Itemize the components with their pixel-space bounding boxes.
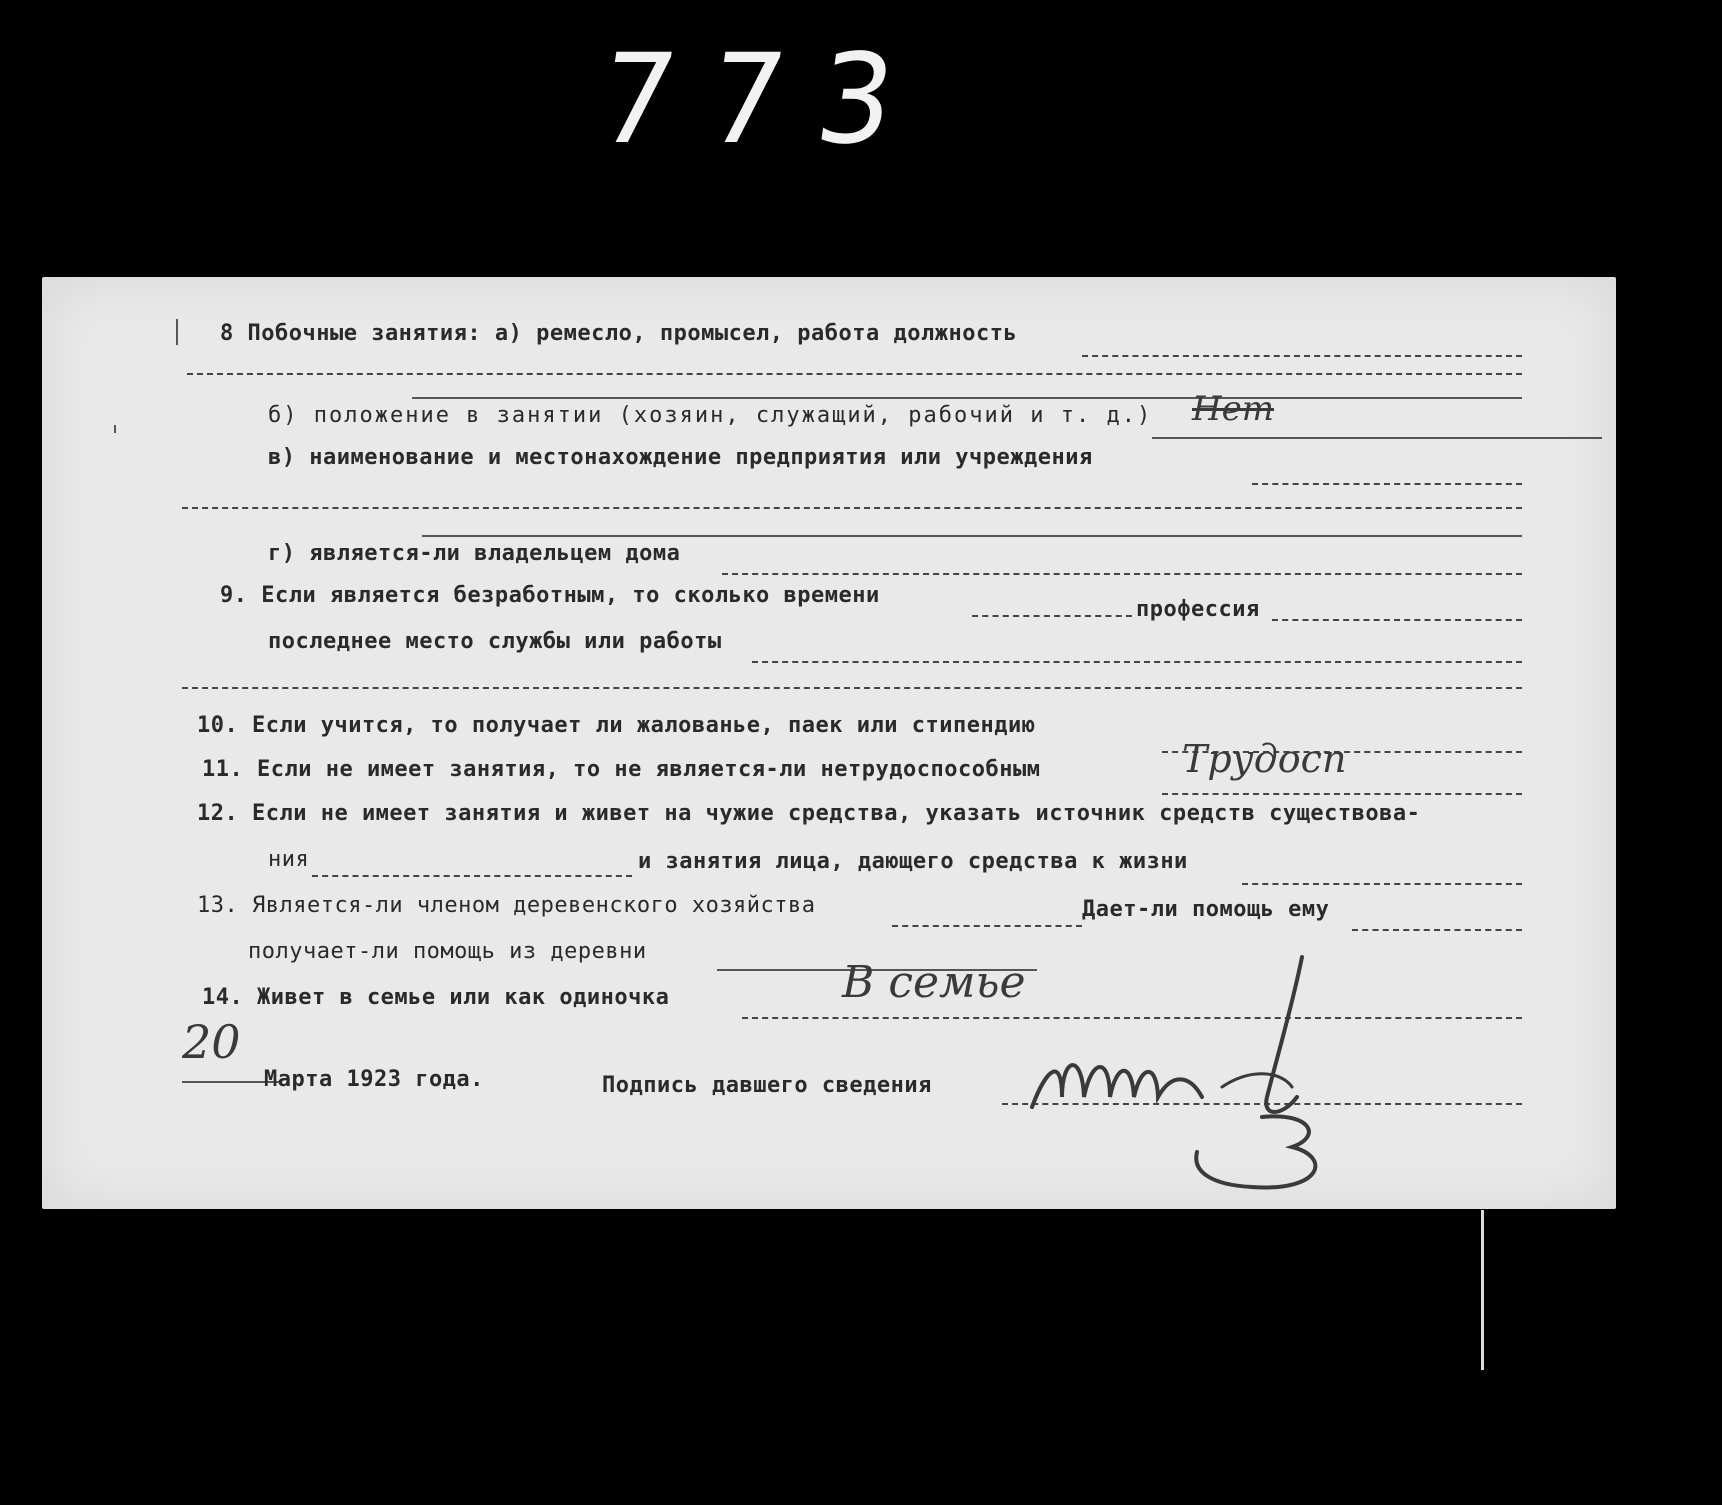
q8b-answer: Нет [1192,389,1275,429]
q8a-text: 8 Побочные занятия: а) ремесло, промысел, работа должность [220,321,1018,346]
q8v-rule-2 [182,507,1522,509]
q11-rule [1162,793,1522,795]
q8g-text: г) является-ли владельцем дома [268,541,681,566]
q9-rule [972,615,1132,617]
q9b-rule [752,661,1522,663]
signature-scrawl [1022,947,1442,1207]
q8a-rule-3 [412,397,1522,399]
q13-rule [892,925,1082,927]
q14-text: 14. Живет в семье или как одиночка [202,985,670,1010]
q9b-text: последнее место службы или работы [268,629,722,654]
q8v-text: в) наименование и местонахождение предприятия или учреждения [268,445,1093,470]
q13-help-label: Дает-ли помощь ему [1082,897,1330,922]
q9b-rule-2 [182,687,1522,689]
q9-text: 9. Если является безработным, то сколько времени [220,583,880,608]
census-card [42,277,1616,1209]
q14-answer: В семье [842,957,1026,1008]
margin-tick [114,425,116,433]
q13-text: 13. Является-ли членом деревенского хозяйства [197,893,816,918]
q10-text: 10. Если учится, то получает ли жалованье, паек или стипендию [197,713,1036,738]
q12b-rule-2 [1242,883,1522,885]
q9-prof-rule [1272,619,1522,621]
q13-help-rule [1352,929,1522,931]
film-edge-line [1481,1210,1484,1370]
q8v-rule [1252,483,1522,485]
q12b-start: ния [268,847,310,872]
q8a-rule [1082,355,1522,357]
q8a-rule-2 [187,373,1522,375]
q11-text: 11. Если не имеет занятия, то не является-ли нетрудоспособным [202,757,1041,782]
signature-label: Подпись давшего сведения [602,1073,932,1098]
q12b-end: и занятия лица, дающего средства к жизни [638,849,1188,874]
q13b-text: получает-ли помощь из деревни [248,939,647,964]
q12-text: 12. Если не имеет занятия и живет на чужие средства, указать источник средств существова- [197,801,1421,826]
margin-tick [176,319,178,345]
q9-profession-label: профессия [1136,597,1260,622]
q12b-rule [312,875,632,877]
q8v-rule-3 [422,535,1522,537]
q11-answer: Трудосп [1182,737,1347,781]
frame-number: 773 [589,26,938,172]
date-day: 20 [182,1015,241,1069]
q8b-text: б) положение в занятии (хозяин, служащий, рабочий и т. д.) [268,403,1153,428]
q8g-rule [722,573,1522,575]
q8b-rule [1152,437,1602,439]
date-text: Марта 1923 года. [264,1067,484,1092]
